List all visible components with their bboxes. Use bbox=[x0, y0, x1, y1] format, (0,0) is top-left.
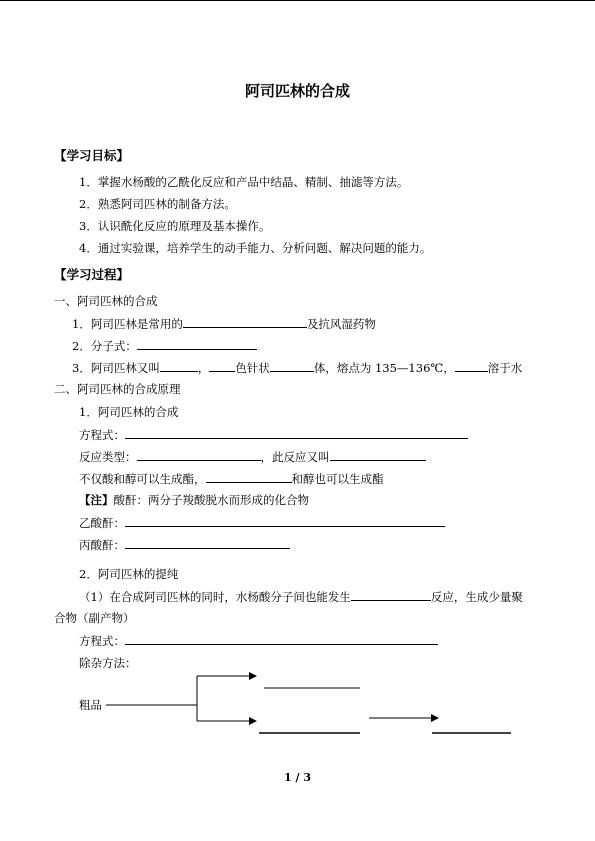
question-3-text-c: 色针状 bbox=[235, 361, 270, 375]
goal-item-2: 2．熟悉阿司匹林的制备方法。 bbox=[79, 197, 236, 211]
question-3-text-a: 3．阿司匹林又叫 bbox=[72, 361, 160, 375]
purification-line-2: 合物（副产物） bbox=[54, 611, 135, 625]
equation2-label: 方程式： bbox=[79, 634, 125, 648]
note-text: 酸酐：两分子羧酸脱水而形成的化合物 bbox=[113, 493, 309, 507]
propionic-anhydride-label: 丙酸酐： bbox=[79, 538, 125, 552]
note-label: 【注】 bbox=[79, 493, 114, 507]
question-2-text: 2．分子式： bbox=[72, 339, 137, 353]
section1-title: 一、阿司匹林的合成 bbox=[54, 294, 158, 308]
question-1-text-b: 及抗风湿药物 bbox=[306, 317, 376, 331]
purification-text-b: 反应，生成少量聚 bbox=[430, 590, 523, 604]
purification-text-a: （1）在合成阿司匹林的同时，水杨酸分子间也能发生 bbox=[79, 590, 351, 604]
reaction-alias-label: ，此反应又叫 bbox=[260, 450, 330, 464]
subsection-1-title: 1．阿司匹林的合成 bbox=[79, 405, 179, 419]
reaction-type-label: 反应类型： bbox=[79, 450, 137, 464]
goals-heading: 【学习目标】 bbox=[54, 148, 130, 163]
goal-item-1: 1．掌握水杨酸的乙酰化反应和产品中结晶、精制、抽滤等方法。 bbox=[79, 175, 409, 189]
esters-text-b: 和醇也可以生成酯 bbox=[291, 472, 384, 486]
page-title: 阿司匹林的合成 bbox=[244, 82, 350, 100]
purify-method-label: 除杂方法： bbox=[79, 656, 137, 670]
subsection-2-title: 2．阿司匹林的提纯 bbox=[79, 567, 179, 581]
goal-item-3: 3．认识酰化反应的原理及基本操作。 bbox=[79, 219, 271, 233]
esters-text-a: 不仅酸和醇可以生成酯， bbox=[79, 472, 206, 486]
question-3-text-e: 溶于水 bbox=[487, 361, 523, 375]
section2-title: 二、阿司匹林的合成原理 bbox=[54, 382, 181, 396]
crude-product-label: 粗品 bbox=[79, 698, 102, 712]
page-number: 1 / 3 bbox=[284, 771, 311, 784]
question-3-text-d: 体，熔点为 135—136℃， bbox=[313, 361, 455, 375]
question-1-text-a: 1．阿司匹林是常用的 bbox=[72, 317, 183, 331]
equation-label: 方程式： bbox=[79, 428, 125, 442]
question-3-text-b: ， bbox=[197, 361, 210, 375]
process-heading: 【学习过程】 bbox=[54, 267, 130, 282]
acetic-anhydride-label: 乙酸酐： bbox=[79, 516, 125, 530]
goal-item-4: 4．通过实验课，培养学生的动手能力、分析问题、解决问题的能力。 bbox=[79, 241, 432, 255]
